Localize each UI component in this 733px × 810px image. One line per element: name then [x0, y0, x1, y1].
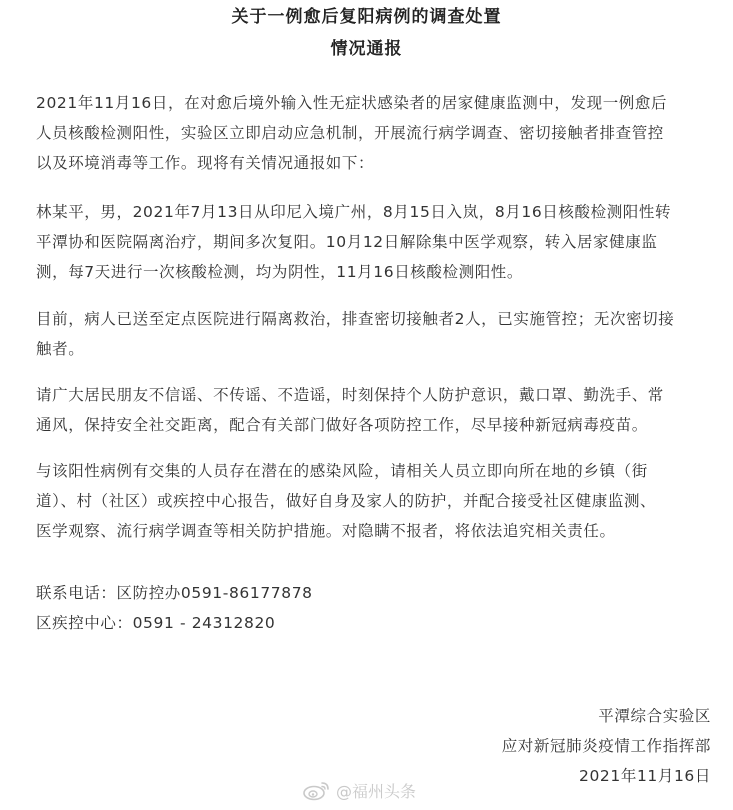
document-subtitle: 情况通报 [330, 39, 403, 59]
watermark [302, 776, 416, 804]
paragraph-line: 测，每7天进行一次核酸检测，均为阴性，11月16日核酸检测阳性。 [36, 263, 524, 281]
paragraph-line: 医学观察、流行病学调查等相关防护措施。对隐瞒不报者，将依法追究相关责任。 [36, 522, 616, 540]
signature-org: 平潭综合实验区 [598, 707, 711, 725]
contact-cdc: 区疾控中心：0591 - 24312820 [36, 614, 276, 632]
weibo-logo-icon [302, 779, 332, 801]
paragraph-line: 人员核酸检测阳性，实验区立即启动应急机制，开展流行病学调查、密切接触者排查管控 [36, 124, 664, 142]
watermark-text: @福州头条 [336, 781, 417, 801]
paragraph-line: 请广大居民朋友不信谣、不传谣、不造谣，时刻保持个人防护意识，戴口罩、勤洗手、常 [36, 386, 664, 404]
document-title: 关于一例愈后复阳病例的调查处置 [231, 7, 502, 27]
paragraph-case-details [36, 197, 712, 287]
paragraph-line: 通风，保持安全社交距离，配合有关部门做好各项防控工作，尽早接种新冠病毒疫苗。 [36, 416, 648, 434]
paragraph-line: 平潭协和医院隔离治疗，期间多次复阳。10月12日解除集中医学观察，转入居家健康监 [36, 233, 658, 251]
paragraph-line: 以及环境消毒等工作。现将有关情况通报如下： [36, 154, 375, 172]
contact-phone: 联系电话：区防控办0591-86177878 [36, 584, 313, 602]
paragraph-line: 触者。 [36, 340, 85, 358]
paragraph-reporting-notice [36, 456, 712, 546]
paragraph-line: 目前，病人已送至定点医院进行隔离救治，排查密切接触者2人，已实施管控；无次密切接 [36, 310, 675, 328]
paragraph-public-advice [36, 380, 712, 440]
signature-date: 2021年11月16日 [579, 767, 711, 785]
paragraph-line: 林某平，男，2021年7月13日从印尼入境广州，8月15日入岚，8月16日核酸检测阳性转 [36, 203, 672, 221]
paragraph-current-status [36, 304, 712, 364]
paragraph-line: 2021年11月16日，在对愈后境外输入性无症状感染者的居家健康监测中，发现一例愈后 [36, 94, 668, 112]
paragraph-line: 与该阳性病例有交集的人员存在潜在的感染风险，请相关人员立即向所在地的乡镇（街 [36, 462, 648, 480]
signature-headquarters: 应对新冠肺炎疫情工作指挥部 [501, 737, 711, 755]
paragraph-line: 道）、村（社区）或疾控中心报告，做好自身及家人的防护，并配合接受社区健康监测、 [36, 492, 657, 510]
paragraph-intro [36, 88, 712, 178]
